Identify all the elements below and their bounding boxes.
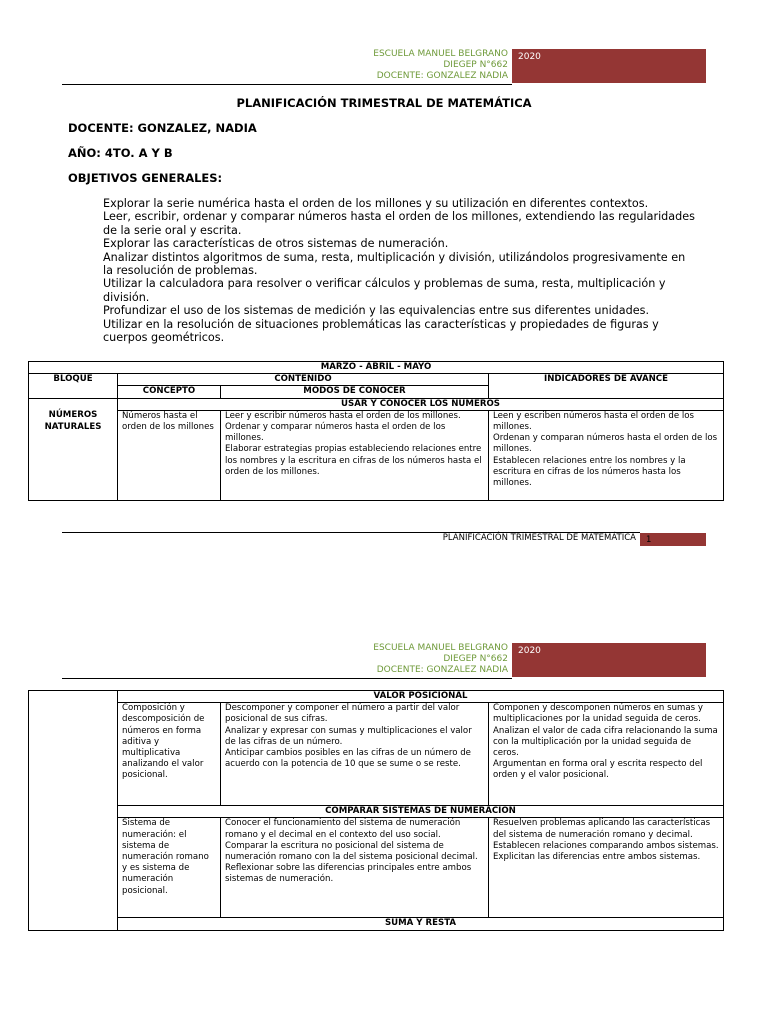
- page-footer: [62, 532, 706, 548]
- section-heading: VALOR POSICIONAL: [118, 691, 724, 703]
- concept-cell: Composición y descomposición de números en forma aditiva y multiplicativa analizando el valor posicional.: [118, 703, 221, 806]
- header-teacher: DOCENTE: GONZALEZ NADIA: [376, 71, 508, 81]
- indicators-header: INDICADORES DE AVANCE: [489, 374, 724, 398]
- modes-cell: Leer y escribir números hasta el orden de los millones. Ordenar y comparar números hasta el orden de los millones. Elaborar estrategias propias estableciendo relaciones entre los nombres y la escritura en cifras de los números hasta el orden de los millones.: [221, 410, 489, 500]
- objective-item: Explorar las características de otros sistemas de numeración.: [103, 237, 449, 251]
- indicators-cell: Componen y descomponen números en sumas y multiplicaciones por la unidad seguida de ceros. Analizan el valor de cada cifra relacionando la suma con la multiplicación por la unidad seguida de ceros. Argumentan en forma oral y escrita respecto del orden y el valor posicional.: [489, 703, 724, 806]
- block-header: BLOQUE: [29, 374, 118, 398]
- block-name: NÚMEROS NATURALES: [29, 410, 118, 500]
- header-school-info: [62, 49, 508, 82]
- diegep-number: DIEGEP N°662: [443, 60, 508, 70]
- concept-cell: Números hasta el orden de los millones: [118, 410, 221, 500]
- indicators-cell: Leen y escriben números hasta el orden de los millones. Ordenan y comparan números hasta el orden de los millones. Establecen relaciones entre los nombres y la escritura en cifras de los números hasta los millones.: [489, 410, 724, 500]
- objective-item: Profundizar el uso de los sistemas de medición y las equivalencias entre sus diferentes unidades.: [103, 304, 650, 318]
- period-header: MARZO - ABRIL - MAYO: [29, 362, 724, 374]
- header-divider: [62, 84, 512, 85]
- section-heading: COMPARAR SISTEMAS DE NUMERACION: [118, 806, 724, 818]
- year-badge: 2020: [512, 49, 706, 83]
- teacher-line: DOCENTE: GONZALEZ, NADIA: [68, 121, 257, 135]
- planning-table-2: [28, 690, 724, 931]
- objective-item: Utilizar en la resolución de situaciones problemáticas las características y propiedades de figuras y cuerpos geométricos.: [103, 317, 659, 345]
- indicators-cell: Resuelven problemas aplicando las características del sistema de numeración romano y decimal. Establecen relaciones comparando ambos sistemas. Explicitan las diferencias entre ambos sistemas.: [489, 818, 724, 918]
- objective-item: Analizar distintos algoritmos de suma, resta, multiplicación y división, utilizándolos progresivamente en la resolución de problemas.: [103, 250, 686, 278]
- planning-table-1: [28, 361, 724, 501]
- objective-item: Leer, escribir, ordenar y comparar números hasta el orden de los millones, extendiendo las regularidades de la serie oral y escrita.: [103, 210, 695, 237]
- header-school-info: [62, 643, 508, 676]
- school-name: ESCUELA MANUEL BELGRANO: [373, 49, 508, 59]
- diegep-number: DIEGEP N°662: [443, 654, 508, 664]
- content-header: CONTENIDO: [118, 374, 489, 386]
- concept-cell: Sistema de numeración: el sistema de numeración romano y es sistema de numeración posicional.: [118, 818, 221, 918]
- page-header: [62, 49, 706, 85]
- header-teacher: DOCENTE: GONZALEZ NADIA: [376, 665, 508, 675]
- modes-cell: Descomponer y componer el número a partir del valor posicional de sus cifras. Analizar y expresar con sumas y multiplicaciones el valor de las cifras de un número. Anticipar cambios posibles en las cifras de un número de acuerdo con la potencia de 10 que se sume o se reste.: [221, 703, 489, 806]
- page-title: PLANIFICACIÓN TRIMESTRAL DE MATEMÁTICA: [236, 96, 532, 110]
- page-header-2: [62, 643, 706, 679]
- modes-header: MODOS DE CONOCER: [221, 386, 489, 398]
- header-divider: [62, 678, 512, 679]
- year-line: AÑO: 4TO. A Y B: [68, 146, 173, 160]
- school-name: ESCUELA MANUEL BELGRANO: [373, 643, 508, 653]
- concept-header: CONCEPTO: [118, 386, 221, 398]
- footer-title: PLANIFICACIÓN TRIMESTRAL DE MATEMÁTICA: [442, 533, 636, 543]
- year-badge: 2020: [512, 643, 706, 677]
- objective-item: Explorar la serie numérica hasta el orden de los millones y su utilización en diferentes contextos.: [103, 197, 649, 210]
- modes-cell: Conocer el funcionamiento del sistema de numeración romano y el decimal en el contexto del uso social. Comparar la escritura no posicional del sistema de numeración romano con la del sistema posicional decimal. Reflexionar sobre las diferencias principales entre ambos sistemas de numeración.: [221, 818, 489, 918]
- page-number: 1: [640, 533, 706, 546]
- block-cell-continued: [29, 691, 118, 931]
- objectives-list: [86, 197, 696, 344]
- objectives-heading: OBJETIVOS GENERALES:: [68, 171, 223, 185]
- objective-item: Utilizar la calculadora para resolver o verificar cálculos y problemas de suma, resta, multiplicación y división.: [103, 277, 666, 304]
- section-heading: USAR Y CONOCER LOS NUMEROS: [118, 398, 724, 410]
- section-heading: SUMA Y RESTA: [118, 918, 724, 930]
